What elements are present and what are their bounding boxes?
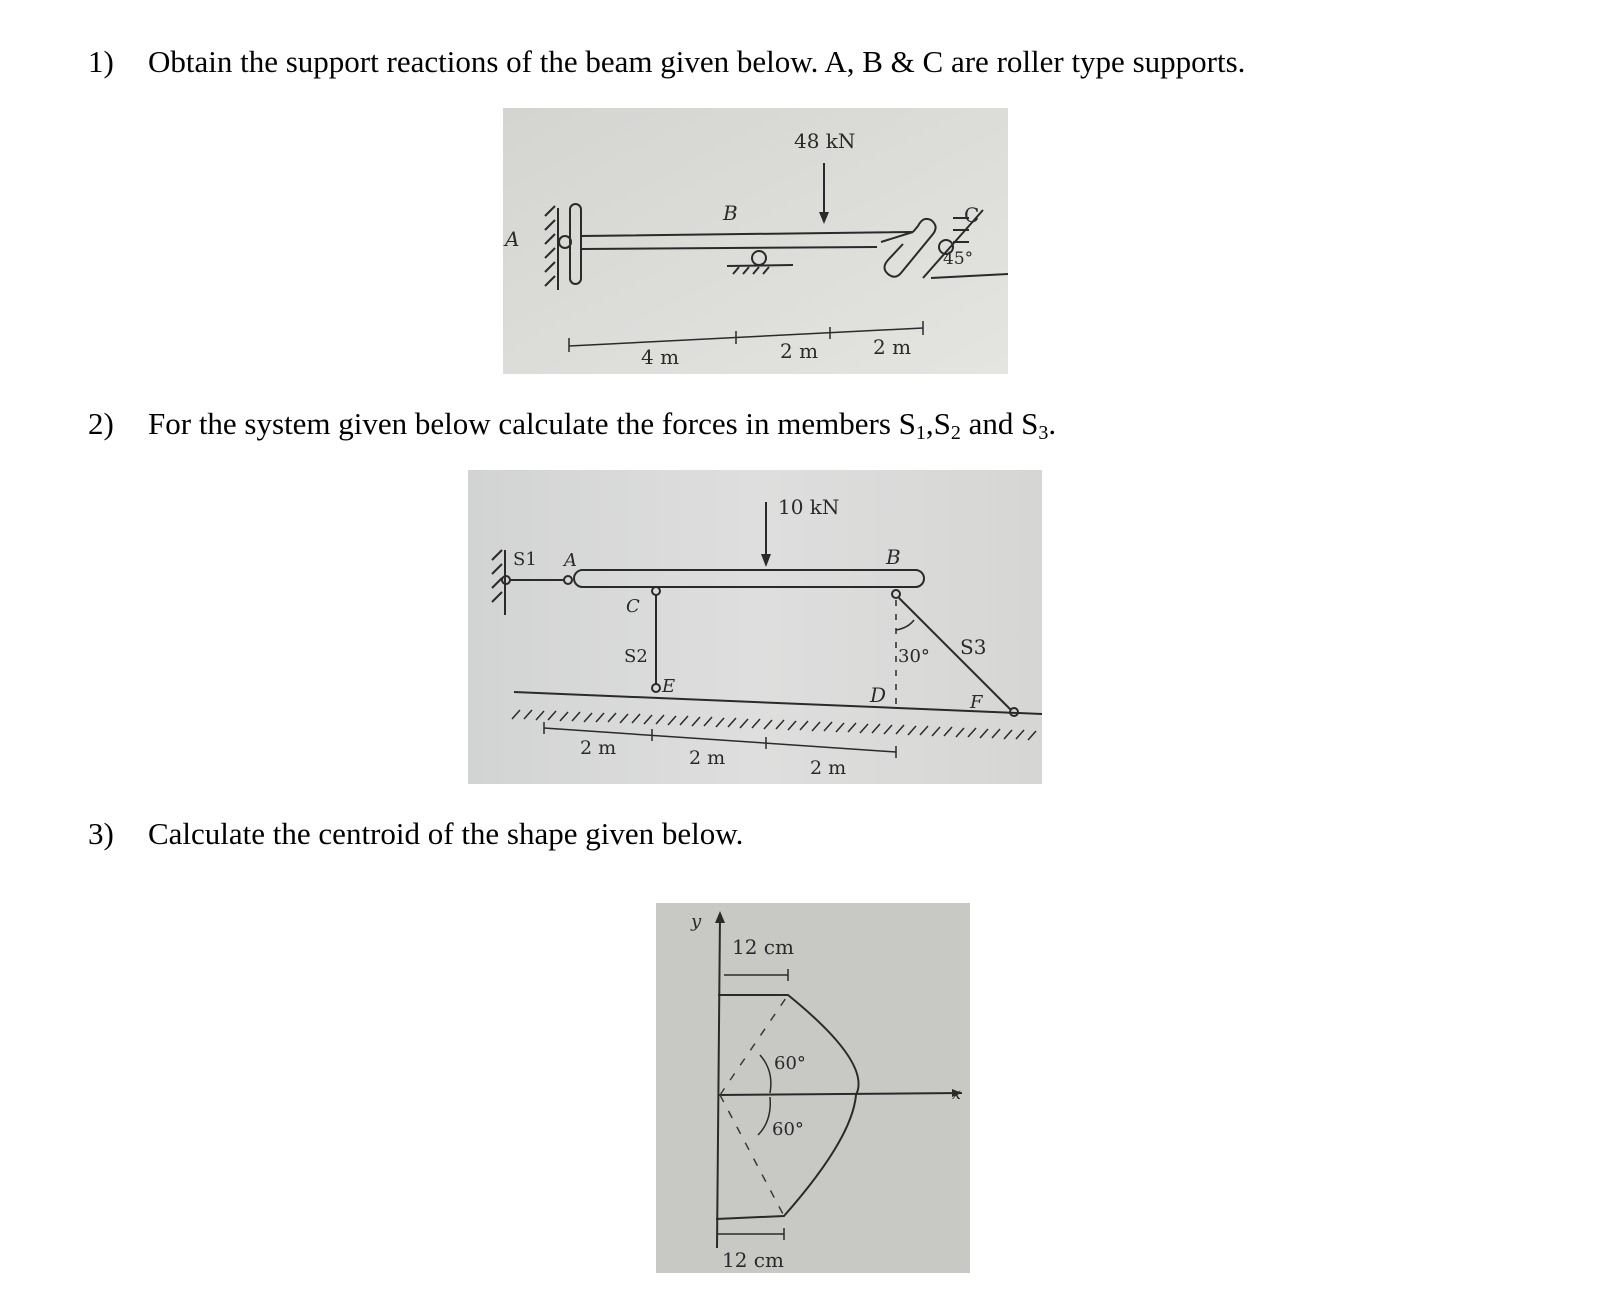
node-c-label: C bbox=[626, 596, 640, 617]
question-number: 1) bbox=[88, 44, 114, 79]
node-d-label: D bbox=[870, 683, 887, 707]
load-label: 10 kN bbox=[778, 495, 840, 519]
top-dimension-label: 12 cm bbox=[732, 935, 794, 959]
node-a-label: A bbox=[564, 550, 577, 571]
upper-angle-label: 60° bbox=[774, 1053, 806, 1074]
frame-figure bbox=[468, 470, 1042, 784]
support-a-label: A bbox=[505, 227, 520, 251]
y-axis-label: y bbox=[691, 911, 702, 932]
question-text: Calculate the centroid of the shape given below. bbox=[148, 816, 744, 851]
x-axis-label: x bbox=[952, 1084, 962, 1103]
member-s3-label: S3 bbox=[960, 635, 987, 659]
member-s2-label: S2 bbox=[624, 646, 648, 667]
question-text: For the system given below calculate the forces in members $S_1,S_2$ and $S_3$. bbox=[148, 406, 1057, 444]
node-f-label: F bbox=[970, 692, 983, 713]
dim-label: 2 m bbox=[689, 747, 726, 769]
load-label: 48 kN bbox=[794, 129, 856, 153]
angle-label: 45° bbox=[943, 249, 974, 269]
bottom-dimension-label: 12 cm bbox=[722, 1248, 784, 1272]
beam-figure bbox=[503, 108, 1008, 374]
support-b-label: B bbox=[723, 201, 738, 225]
dim-label: 4 m bbox=[641, 345, 680, 369]
node-b-label: B bbox=[886, 545, 901, 569]
question-3 bbox=[88, 816, 743, 852]
lower-angle-label: 60° bbox=[772, 1119, 804, 1140]
member-s1-label: S1 bbox=[513, 549, 537, 570]
centroid-figure bbox=[656, 903, 970, 1273]
dim-label: 2 m bbox=[810, 757, 847, 779]
question-2 bbox=[88, 406, 1056, 442]
dim-label: 2 m bbox=[580, 737, 617, 759]
question-1 bbox=[88, 44, 1245, 80]
question-text: Obtain the support reactions of the beam given below. A, B & C are roller type supports. bbox=[148, 44, 1246, 79]
dim-label: 2 m bbox=[873, 335, 912, 359]
angle-label: 30° bbox=[898, 646, 930, 667]
dim-label: 2 m bbox=[780, 339, 819, 363]
node-e-label: E bbox=[662, 676, 676, 697]
question-number: 3) bbox=[88, 816, 114, 851]
question-number: 2) bbox=[88, 406, 114, 441]
support-c-label: C bbox=[964, 203, 980, 227]
